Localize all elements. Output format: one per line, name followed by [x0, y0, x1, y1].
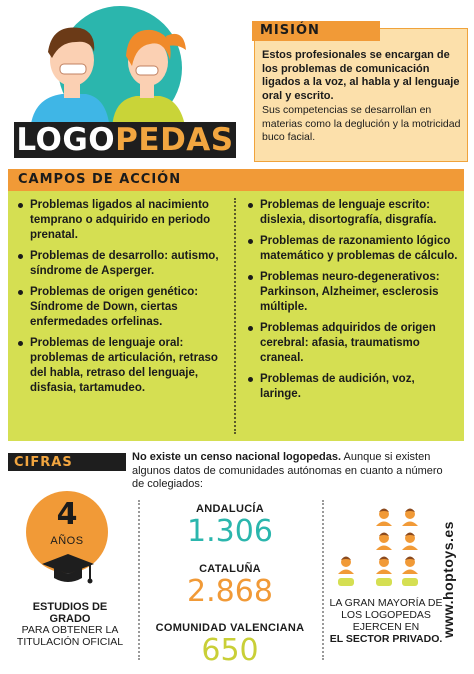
- mision-regular-text: Sus competencias se desarrollan en materias como la deglución y la motricidad buco facial.: [262, 104, 461, 143]
- logo-title: [14, 122, 236, 158]
- censo-text: [132, 451, 456, 492]
- region-name: ANDALUCÍA: [195, 503, 265, 515]
- mision-text: [262, 49, 462, 145]
- censo-bold-text: No existe un censo nacional logopedas.: [132, 451, 342, 463]
- region-name: CATALUÑA: [199, 563, 261, 575]
- graduation-cap-icon: [40, 552, 96, 586]
- mision-title: MISIÓN: [252, 21, 380, 41]
- list-item: Problemas de lenguaje oral: problemas de articulación, retraso del habla, retraso del lenguaje, disfasia, tartamudeo.: [16, 336, 230, 396]
- region-count: 650: [201, 633, 259, 668]
- sector-bold-text: EL SECTOR PRIVADO.: [329, 633, 443, 645]
- sector-regular-text: LA GRAN MAYORÍA DE LOS LOGOPEDAS EJERCEN EN: [329, 597, 443, 633]
- sector-text: [326, 597, 446, 645]
- region-name: COMUNIDAD VALENCIANA: [155, 622, 305, 634]
- list-item: Problemas de origen genético: Síndrome de Down, ciertas enfermedades orfelinas.: [16, 285, 230, 330]
- list-item: Problemas ligados al nacimiento temprano o adquirido en periodo prenatal.: [16, 198, 230, 243]
- campos-left-column: [16, 198, 230, 402]
- region-count: 1.306: [187, 514, 273, 549]
- cifras-title: CIFRAS: [14, 455, 73, 470]
- campos-title: CAMPOS DE ACCIÓN: [8, 169, 464, 191]
- estudios-regular-text: PARA OBTENER LA TITULACIÓN OFICIAL: [16, 624, 124, 648]
- people-icon: [326, 506, 442, 592]
- list-item: Problemas de razonamiento lógico matemático y problemas de cálculo.: [246, 234, 458, 264]
- list-item: Problemas de audición, voz, laringe.: [246, 372, 458, 402]
- estudios-text: [14, 601, 126, 648]
- mision-bold-text: Estos profesionales se encargan de los problemas de comunicación ligados a la voz, al habla y al lenguaje oral y escrito.: [262, 49, 460, 102]
- logo-part-logo: LOGO: [16, 122, 116, 158]
- years-label: AÑOS: [50, 535, 84, 547]
- list-item: Problemas de lenguaje escrito: dislexia, disortografía, disgrafía.: [246, 198, 458, 228]
- list-item: Problemas de desarrollo: autismo, síndrome de Asperger.: [16, 249, 230, 279]
- campos-right-column: [246, 198, 458, 408]
- estudios-bold-text: ESTUDIOS DE GRADO: [32, 601, 108, 625]
- region-count: 2.868: [187, 574, 273, 609]
- website-link[interactable]: www.hoptoys.es: [440, 521, 456, 639]
- list-item: Problemas neuro-degenerativos: Parkinson, Alzheimer, esclerosis múltiple.: [246, 270, 458, 315]
- logo-part-pedas: PEDAS: [115, 122, 234, 158]
- censo-regular-text: Aunque si existen algunos datos de comunidades autónomas en cuanto a número de colegiados:: [132, 451, 443, 490]
- campos-divider: [234, 198, 236, 434]
- years-number: 4: [56, 497, 78, 532]
- cifras-divider-right: [322, 500, 324, 660]
- list-item: Problemas adquiridos de origen cerebral: afasia, traumatismo craneal.: [246, 321, 458, 366]
